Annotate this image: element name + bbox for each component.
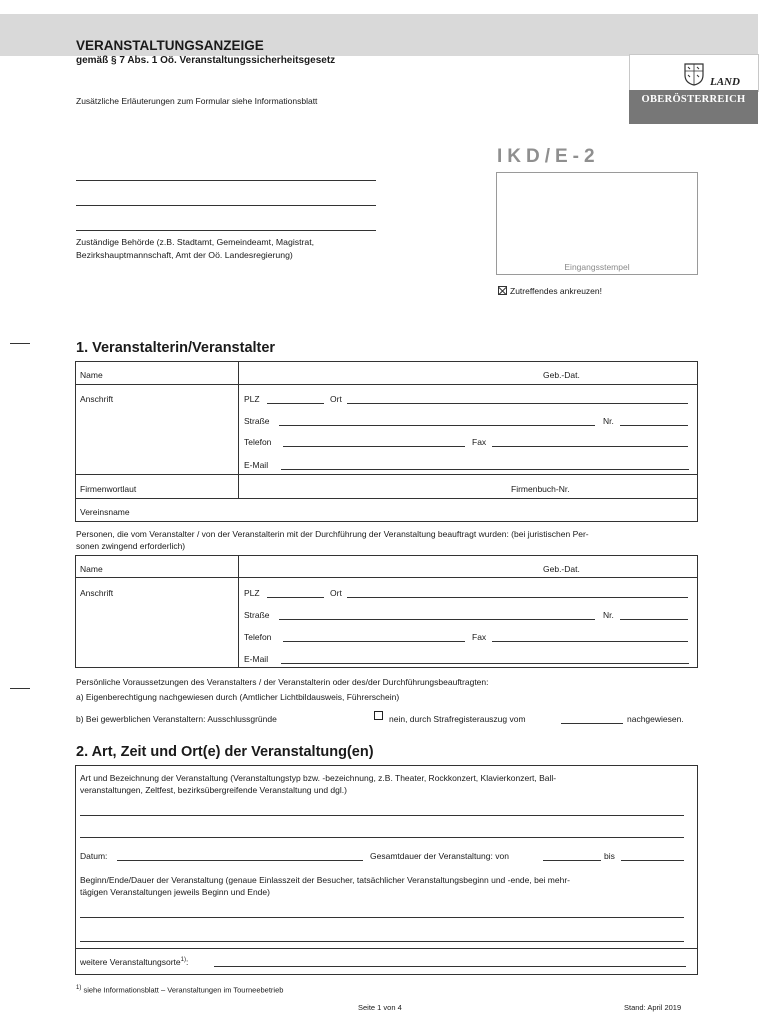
email-field[interactable] — [281, 469, 689, 470]
event-kind-line-2[interactable] — [80, 837, 684, 838]
info-hint: Zusätzliche Erläuterungen zum Formular siehe Informationsblatt — [76, 96, 318, 106]
fold-mark — [10, 688, 30, 689]
delegate-fax-field[interactable] — [492, 641, 688, 642]
authority-line-1[interactable] — [76, 180, 376, 181]
delegate-street-label: Straße — [244, 610, 270, 620]
more-locations-field[interactable] — [214, 966, 686, 967]
logo-region: OBERÖSTERREICH — [641, 94, 746, 105]
duration-until-field[interactable] — [621, 860, 684, 861]
form-date: Stand: April 2019 — [624, 1003, 682, 1012]
exclusion-option-suffix: nachgewiesen. — [627, 714, 684, 724]
delegate-ort-label: Ort — [330, 588, 342, 598]
authority-line-2[interactable] — [76, 205, 376, 206]
logo-land: LAND — [710, 76, 740, 88]
date-label: Datum: — [80, 851, 108, 861]
section2-heading: 2. Art, Zeit und Ort(e) der Veranstaltung(en) — [76, 744, 374, 760]
requirement-b: b) Bei gewerblichen Veranstaltern: Ausschlussgründe — [76, 714, 277, 724]
delegate-fax-label: Fax — [472, 632, 487, 642]
stamp-box — [496, 172, 698, 275]
nr-label: Nr. — [603, 416, 614, 426]
delegate-plz-label: PLZ — [244, 588, 260, 598]
delegate-name-label: Name — [80, 564, 103, 574]
email-label: E-Mail — [244, 460, 269, 470]
delegate-address-label: Anschrift — [80, 588, 114, 598]
phone-label: Telefon — [244, 437, 272, 447]
street-field[interactable] — [279, 425, 595, 426]
stamp-label: Eingangsstempel — [564, 262, 630, 272]
section1-heading: 1. Veranstalterin/Veranstalter — [76, 340, 276, 356]
phone-field[interactable] — [283, 446, 465, 447]
date-field[interactable] — [117, 860, 363, 861]
exclusion-checkbox[interactable] — [374, 711, 383, 722]
more-locations-label: weitere Veranstaltungsorte$^{1)}$: — [80, 957, 189, 967]
delegate-street-field[interactable] — [279, 619, 595, 620]
ort-field[interactable] — [347, 403, 688, 404]
fax-field[interactable] — [492, 446, 688, 447]
club-label: Vereinsname — [80, 507, 130, 517]
crest-icon — [683, 62, 705, 86]
birth-label: Geb.-Dat. — [543, 370, 580, 380]
event-kind-label: Art und Bezeichnung der Veranstaltung (Veranstaltungstyp bzw. -bezeichnung, z.B. Theater, Rockkonzert, Klavierkonzert, Ball- veranstaltungen, Zeltfest, bezirksübergreifende Veranstaltung und dgl.) — [80, 773, 557, 795]
form-code: IKD/E-2 — [497, 146, 600, 167]
check-hint — [498, 286, 602, 296]
delegate-phone-label: Telefon — [244, 632, 272, 642]
form-title: VERANSTALTUNGSANZEIGE — [76, 38, 264, 53]
exclusion-option-text: nein, durch Strafregisterauszug vom — [389, 714, 526, 724]
crossed-checkbox-icon — [498, 286, 507, 295]
company-label: Firmenwortlaut — [80, 484, 137, 494]
check-hint-text: Zutreffendes ankreuzen! — [510, 286, 602, 296]
delegate-phone-field[interactable] — [283, 641, 465, 642]
delegate-ort-field[interactable] — [347, 597, 688, 598]
event-times-label: Beginn/Ende/Dauer der Veranstaltung (genaue Einlasszeit der Besucher, tatsächlicher Veranstaltungsbeginn und -ende, bei mehr- tägigen Veranstaltungen jeweils Beginn und Ende) — [80, 875, 571, 897]
requirements-text: Persönliche Voraussetzungen des Veranstalters / der Veranstalterin oder des/der Durchführungsbeauftragten: — [76, 677, 489, 687]
delegate-nr-label: Nr. — [603, 610, 614, 620]
plz-field[interactable] — [267, 403, 324, 404]
company-reg-label: Firmenbuch-Nr. — [511, 484, 570, 494]
authority-note: Zuständige Behörde (z.B. Stadtamt, Gemeindeamt, Magistrat, Bezirkshauptmannschaft, Amt der Oö. Landesregierung) — [76, 237, 315, 260]
duration-from-field[interactable] — [543, 860, 601, 861]
event-times-line-1[interactable] — [80, 917, 684, 918]
ort-label: Ort — [330, 394, 342, 404]
persons-note: Personen, die vom Veranstalter / von der Veranstalterin mit der Durchführung der Veranstaltung beauftragt wurden: (bei juristischen Per- sonen zwingend erforderlich) — [76, 529, 589, 551]
event-times-line-2[interactable] — [80, 941, 684, 942]
delegate-email-label: E-Mail — [244, 654, 269, 664]
page-number: Seite 1 von 4 — [358, 1003, 402, 1012]
fold-mark — [10, 343, 30, 344]
plz-label: PLZ — [244, 394, 260, 404]
nr-field[interactable] — [620, 425, 688, 426]
delegate-plz-field[interactable] — [267, 597, 324, 598]
until-label: bis — [604, 851, 615, 861]
delegate-email-field[interactable] — [281, 663, 689, 664]
event-kind-line-1[interactable] — [80, 815, 684, 816]
authority-line-3[interactable] — [76, 230, 376, 231]
event-table — [75, 765, 698, 975]
delegate-nr-field[interactable] — [620, 619, 688, 620]
criminal-record-date-field[interactable] — [561, 723, 623, 724]
street-label: Straße — [244, 416, 270, 426]
fax-label: Fax — [472, 437, 487, 447]
form-subtitle: gemäß § 7 Abs. 1 Oö. Veranstaltungssicherheitsgesetz — [76, 55, 336, 66]
delegate-birth-label: Geb.-Dat. — [543, 564, 580, 574]
address-label: Anschrift — [80, 394, 114, 404]
footnote: $^{1)}$ siehe Informationsblatt – Veranstaltungen im Tourneebetrieb — [76, 985, 284, 995]
name-label: Name — [80, 370, 103, 380]
total-duration-label: Gesamtdauer der Veranstaltung: von — [370, 851, 509, 861]
requirement-a: a) Eigenberechtigung nachgewiesen durch (Amtlicher Lichtbildausweis, Führerschein) — [76, 692, 400, 702]
